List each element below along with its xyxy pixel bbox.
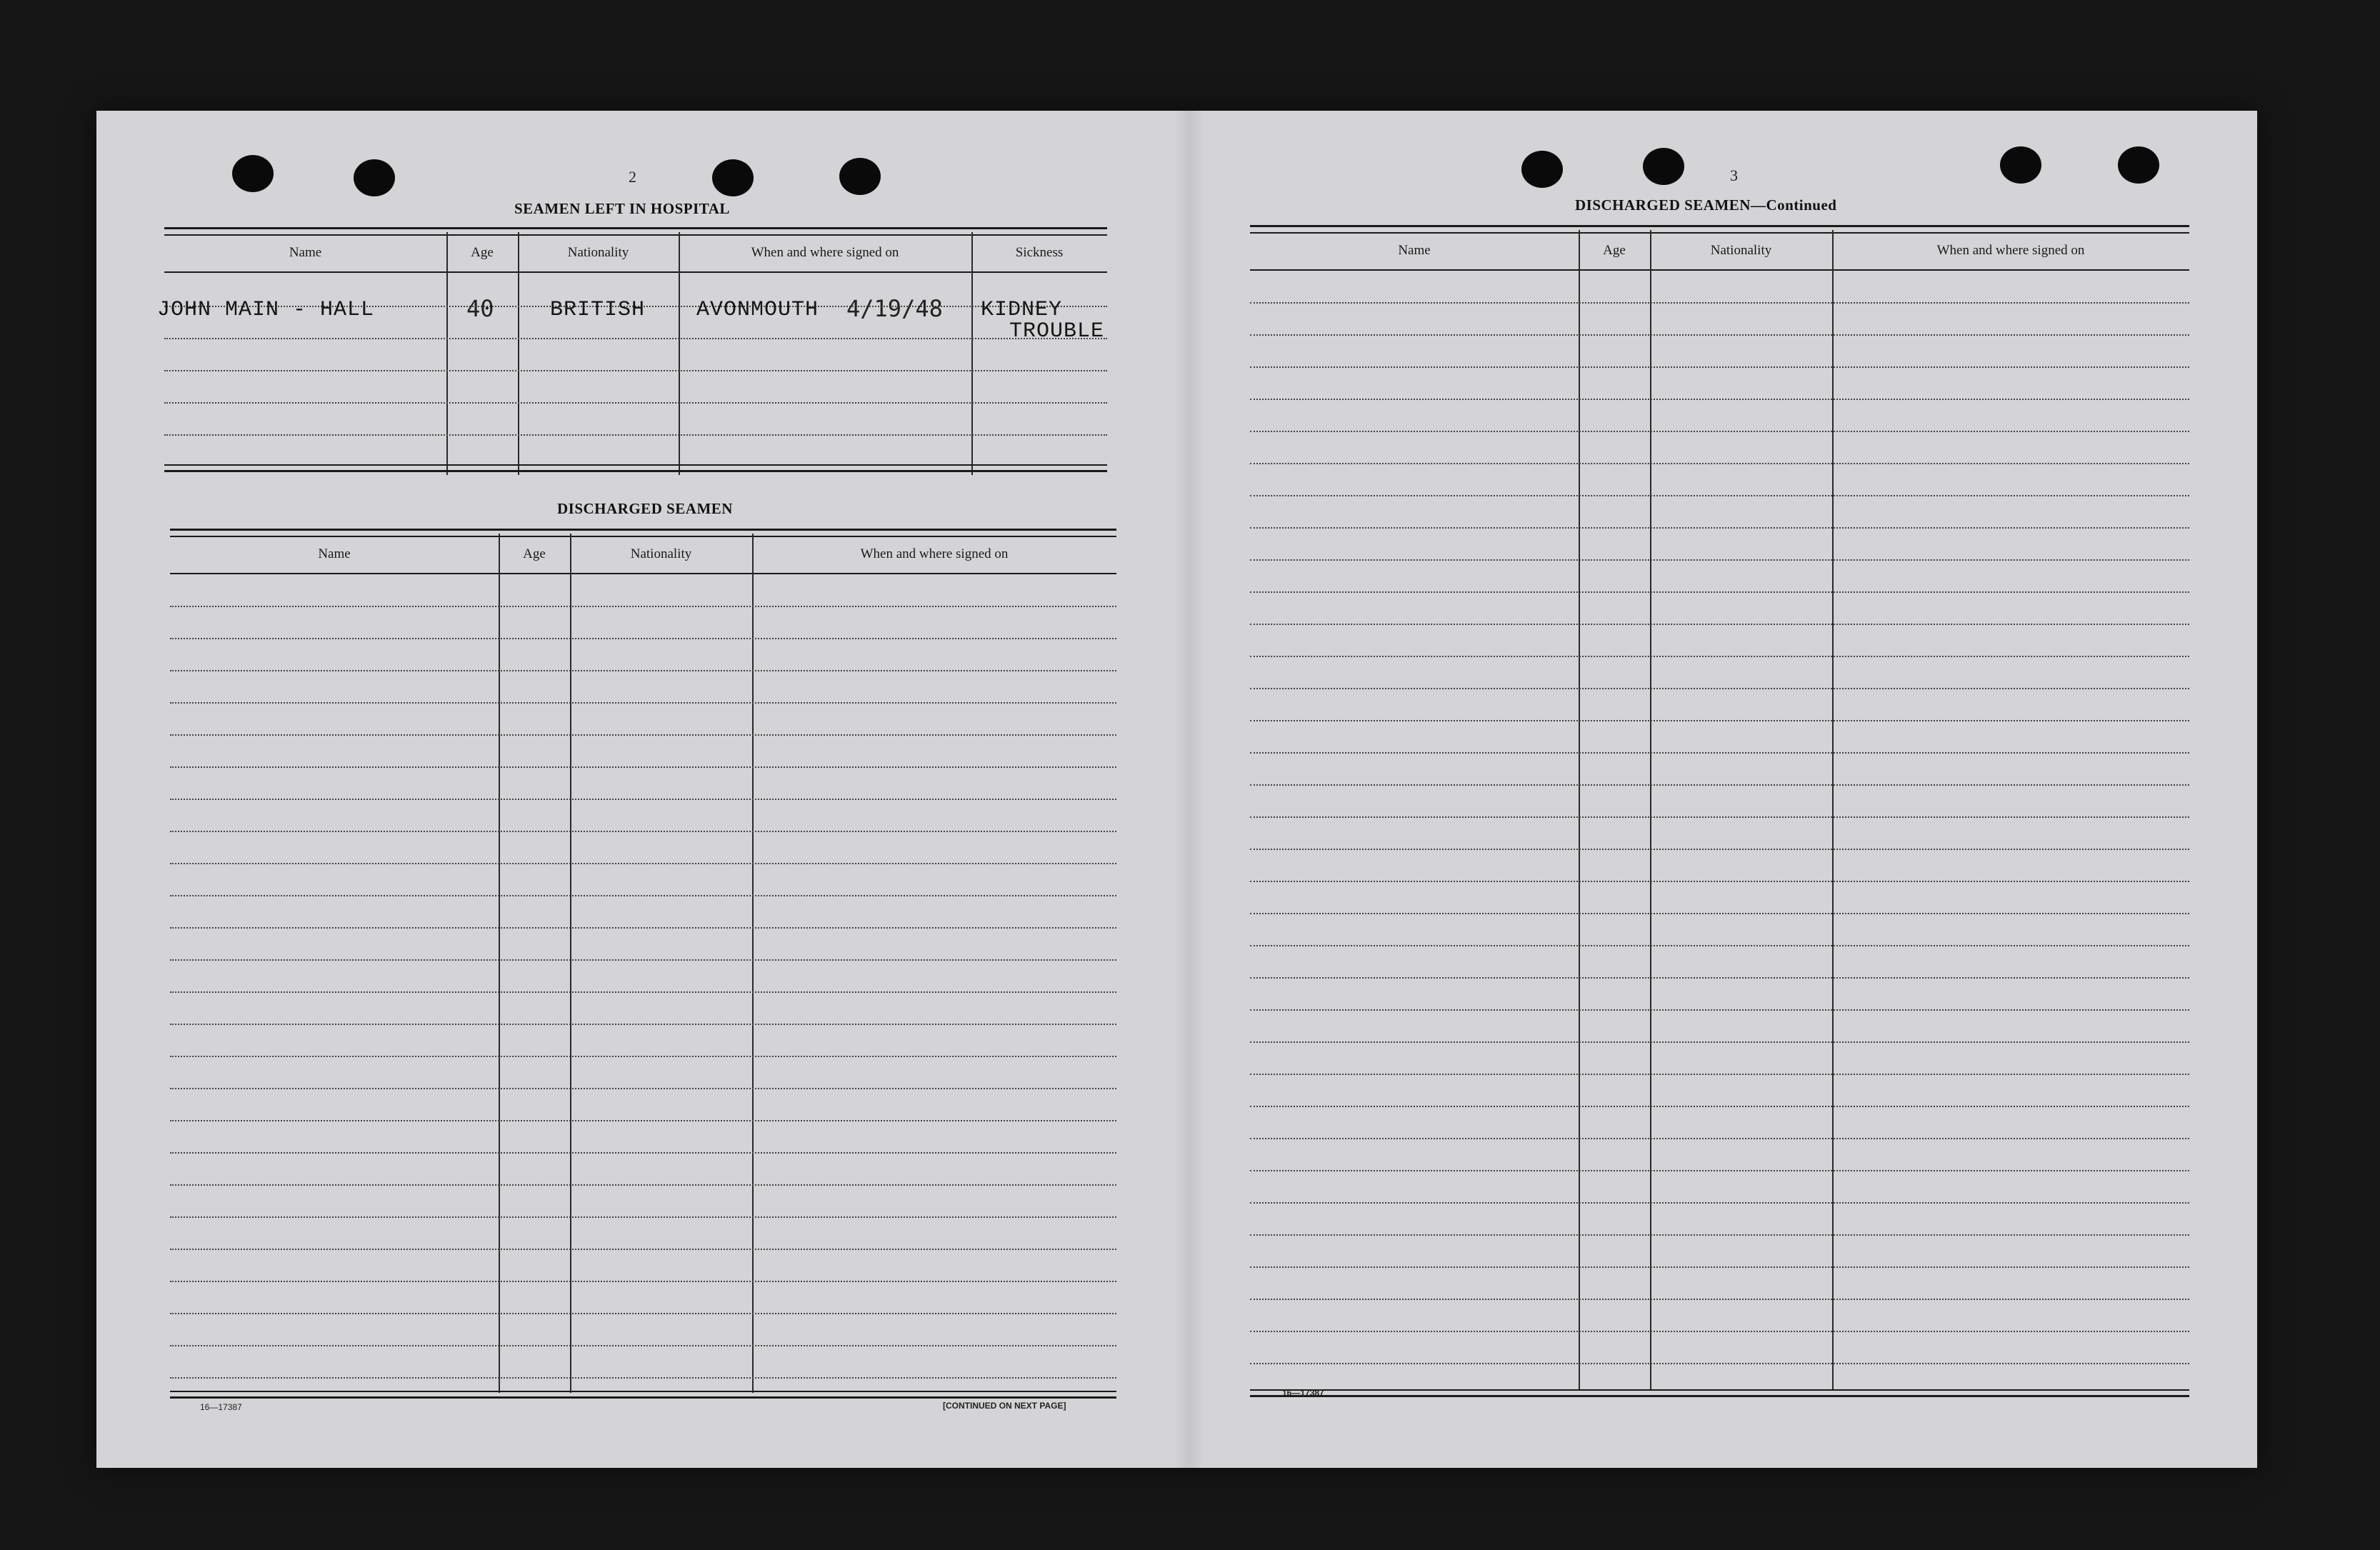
discharged-continued-title-suffix: —Continued (1750, 196, 1837, 214)
header-bottom-rule (1250, 269, 2189, 271)
row-line (170, 1152, 1116, 1154)
document-sheet (96, 111, 2257, 1468)
right-form-number: 16—17387 (1282, 1388, 1324, 1398)
row-line (1250, 913, 2189, 914)
row-line (1250, 495, 2189, 496)
continued-note: [CONTINUED ON NEXT PAGE] (943, 1401, 1066, 1411)
row-line (1250, 1202, 2189, 1204)
row-line (170, 1216, 1116, 1218)
col-header-signed-on: When and where signed on (1936, 243, 2085, 258)
row-line (170, 863, 1116, 864)
row-line (1250, 1331, 2189, 1332)
discharged-continued-title (1575, 196, 1836, 214)
row-line (170, 1056, 1116, 1057)
row-line (164, 338, 1107, 339)
row-line (1250, 1074, 2189, 1075)
row-line (1250, 1299, 2189, 1300)
col-header-age: Age (523, 546, 546, 561)
row-line (170, 1313, 1116, 1314)
hospital-entry-sickness-line1: KIDNEY (981, 298, 1063, 322)
column-divider (1650, 230, 1651, 1391)
header-bottom-rule (170, 573, 1116, 574)
row-line (170, 734, 1116, 736)
punch-hole (839, 158, 881, 195)
row-line (1250, 784, 2189, 786)
col-header-age: Age (471, 245, 494, 260)
hospital-entry-age: 40 (466, 295, 494, 322)
punch-hole (354, 159, 395, 196)
punch-hole (712, 159, 754, 196)
row-line (170, 895, 1116, 896)
col-header-nationality: Nationality (1710, 243, 1772, 258)
row-line (1250, 559, 2189, 561)
hospital-entry-sickness-line2: TROUBLE (1009, 319, 1105, 344)
left-form-number: 16—17387 (200, 1402, 242, 1412)
row-line (164, 402, 1107, 404)
col-header-age: Age (1603, 243, 1626, 258)
col-header-nationality: Nationality (567, 245, 629, 260)
hospital-entry-name: JOHN MAIN - HALL (157, 298, 375, 322)
table-bottom-rule (1250, 1389, 2189, 1397)
row-line (1250, 1266, 2189, 1268)
column-divider (679, 232, 680, 475)
discharged-continued-title-main: DISCHARGED SEAMEN (1575, 196, 1751, 214)
row-line (1250, 1138, 2189, 1139)
table-bottom-rule (170, 1391, 1116, 1399)
row-line (170, 1377, 1116, 1379)
column-divider (1579, 230, 1580, 1391)
row-line (170, 1120, 1116, 1121)
punch-hole (232, 155, 274, 192)
row-line (170, 638, 1116, 639)
row-line (170, 831, 1116, 832)
row-line (1250, 1363, 2189, 1364)
row-line (1250, 527, 2189, 529)
table-top-rule (1250, 225, 2189, 234)
row-line (170, 799, 1116, 800)
header-bottom-rule (164, 271, 1107, 273)
table-top-rule (164, 227, 1107, 236)
row-line (1250, 1170, 2189, 1171)
left-page-number: 2 (629, 168, 636, 186)
hospital-entry-nationality: BRITISH (550, 298, 646, 322)
row-line (1250, 945, 2189, 946)
table-top-rule (170, 529, 1116, 537)
column-divider (570, 534, 571, 1393)
column-divider (971, 232, 973, 475)
column-divider (1832, 230, 1834, 1391)
row-line (1250, 334, 2189, 336)
row-line (170, 702, 1116, 704)
col-header-nationality: Nationality (630, 546, 692, 561)
col-header-name: Name (289, 245, 322, 260)
punch-hole (2000, 146, 2041, 184)
row-line (1250, 1041, 2189, 1043)
row-line (1250, 881, 2189, 882)
row-line (170, 766, 1116, 768)
punch-hole (1643, 148, 1684, 185)
row-line (170, 606, 1116, 607)
row-line (1250, 366, 2189, 368)
row-line (170, 670, 1116, 671)
page-fold (1175, 111, 1204, 1468)
table-bottom-rule (164, 464, 1107, 472)
row-line (1250, 399, 2189, 400)
hospital-table (164, 227, 1107, 477)
row-line (1250, 463, 2189, 464)
row-line (170, 991, 1116, 993)
row-line (170, 1088, 1116, 1089)
col-header-name: Name (318, 546, 351, 561)
row-line (170, 1281, 1116, 1282)
row-line (1250, 849, 2189, 850)
column-divider (518, 232, 519, 475)
row-line (1250, 1009, 2189, 1011)
row-line (1250, 1106, 2189, 1107)
discharged-table-left (170, 529, 1116, 1404)
row-line (1250, 591, 2189, 593)
row-line (1250, 431, 2189, 432)
punch-hole (2118, 146, 2159, 184)
hospital-section-title: SEAMEN LEFT IN HOSPITAL (514, 200, 730, 217)
row-line (1250, 624, 2189, 625)
row-line (1250, 688, 2189, 689)
column-divider (499, 534, 500, 1393)
hospital-entry-signed-date: 4/19/48 (846, 295, 943, 322)
row-line (1250, 816, 2189, 818)
row-line (1250, 656, 2189, 657)
discharged-section-title: DISCHARGED SEAMEN (557, 500, 733, 517)
punch-hole (1521, 151, 1563, 188)
right-page-number: 3 (1730, 166, 1738, 184)
row-line (1250, 752, 2189, 754)
hospital-entry-signed-place: AVONMOUTH (696, 298, 819, 322)
discharged-table-right (1250, 225, 2189, 1404)
row-line (170, 1249, 1116, 1250)
row-line (1250, 302, 2189, 304)
row-line (170, 1024, 1116, 1025)
column-divider (446, 232, 448, 475)
col-header-sickness: Sickness (1015, 245, 1064, 260)
col-header-signed-on: When and where signed on (860, 546, 1009, 561)
row-line (170, 1184, 1116, 1186)
row-line (164, 434, 1107, 436)
row-line (170, 927, 1116, 929)
row-line (1250, 720, 2189, 721)
row-line (1250, 977, 2189, 979)
row-line (170, 959, 1116, 961)
row-line (1250, 1234, 2189, 1236)
row-line (164, 370, 1107, 371)
row-line (170, 1345, 1116, 1346)
col-header-signed-on: When and where signed on (751, 245, 899, 260)
col-header-name: Name (1398, 243, 1431, 258)
column-divider (752, 534, 754, 1393)
